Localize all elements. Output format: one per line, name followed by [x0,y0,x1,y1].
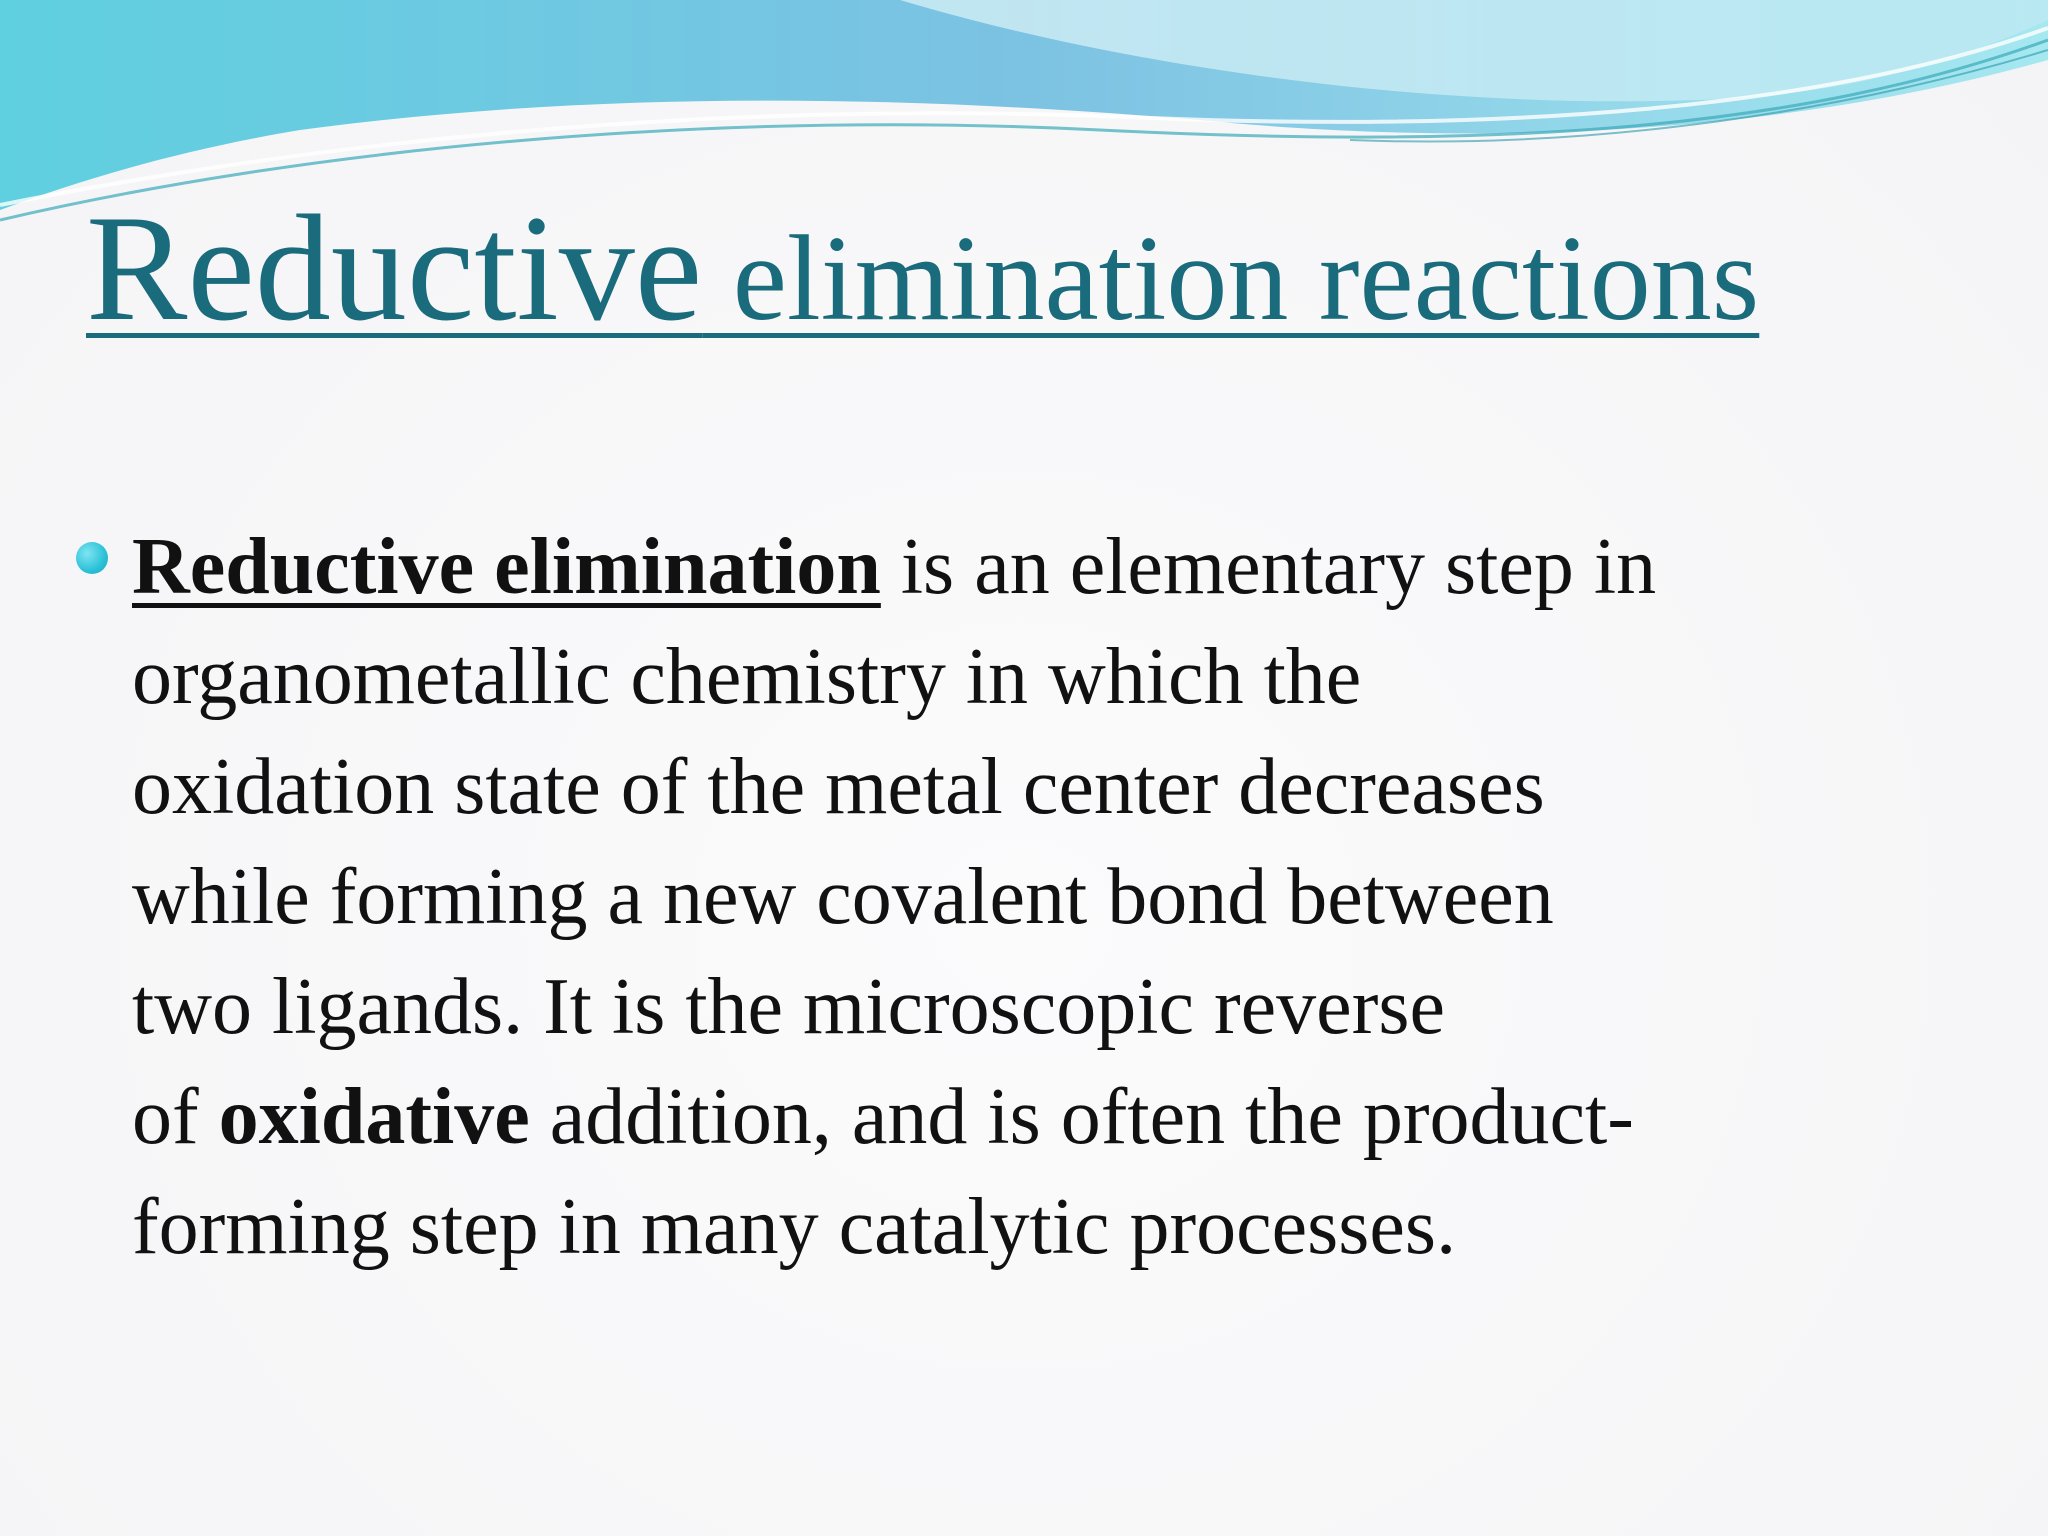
line6-start-text: of [132,1073,219,1161]
slide-title [86,180,1786,396]
line7-text: forming step in many catalytic processes. [132,1183,1457,1271]
line2-text: organometallic chemistry in which the [132,633,1362,721]
title-part-2: elimination reactions [702,211,1760,346]
bullet-dot-icon [76,542,108,574]
line3-text: oxidation state of the metal center decreases [132,743,1545,831]
title-part-1: Reductive [86,184,703,352]
line4-text: while forming a new covalent bond between [132,853,1554,941]
line5-text: two ligands. It is the microscopic reverse [132,963,1445,1051]
bold-term-oxidative: oxidative [218,1073,530,1161]
line6-rest-text: addition, and is often the product- [529,1073,1634,1161]
line1-text: is an elementary step in [880,523,1657,611]
key-term: Reductive elimination [132,523,881,611]
bullet-paragraph [132,512,1972,1282]
